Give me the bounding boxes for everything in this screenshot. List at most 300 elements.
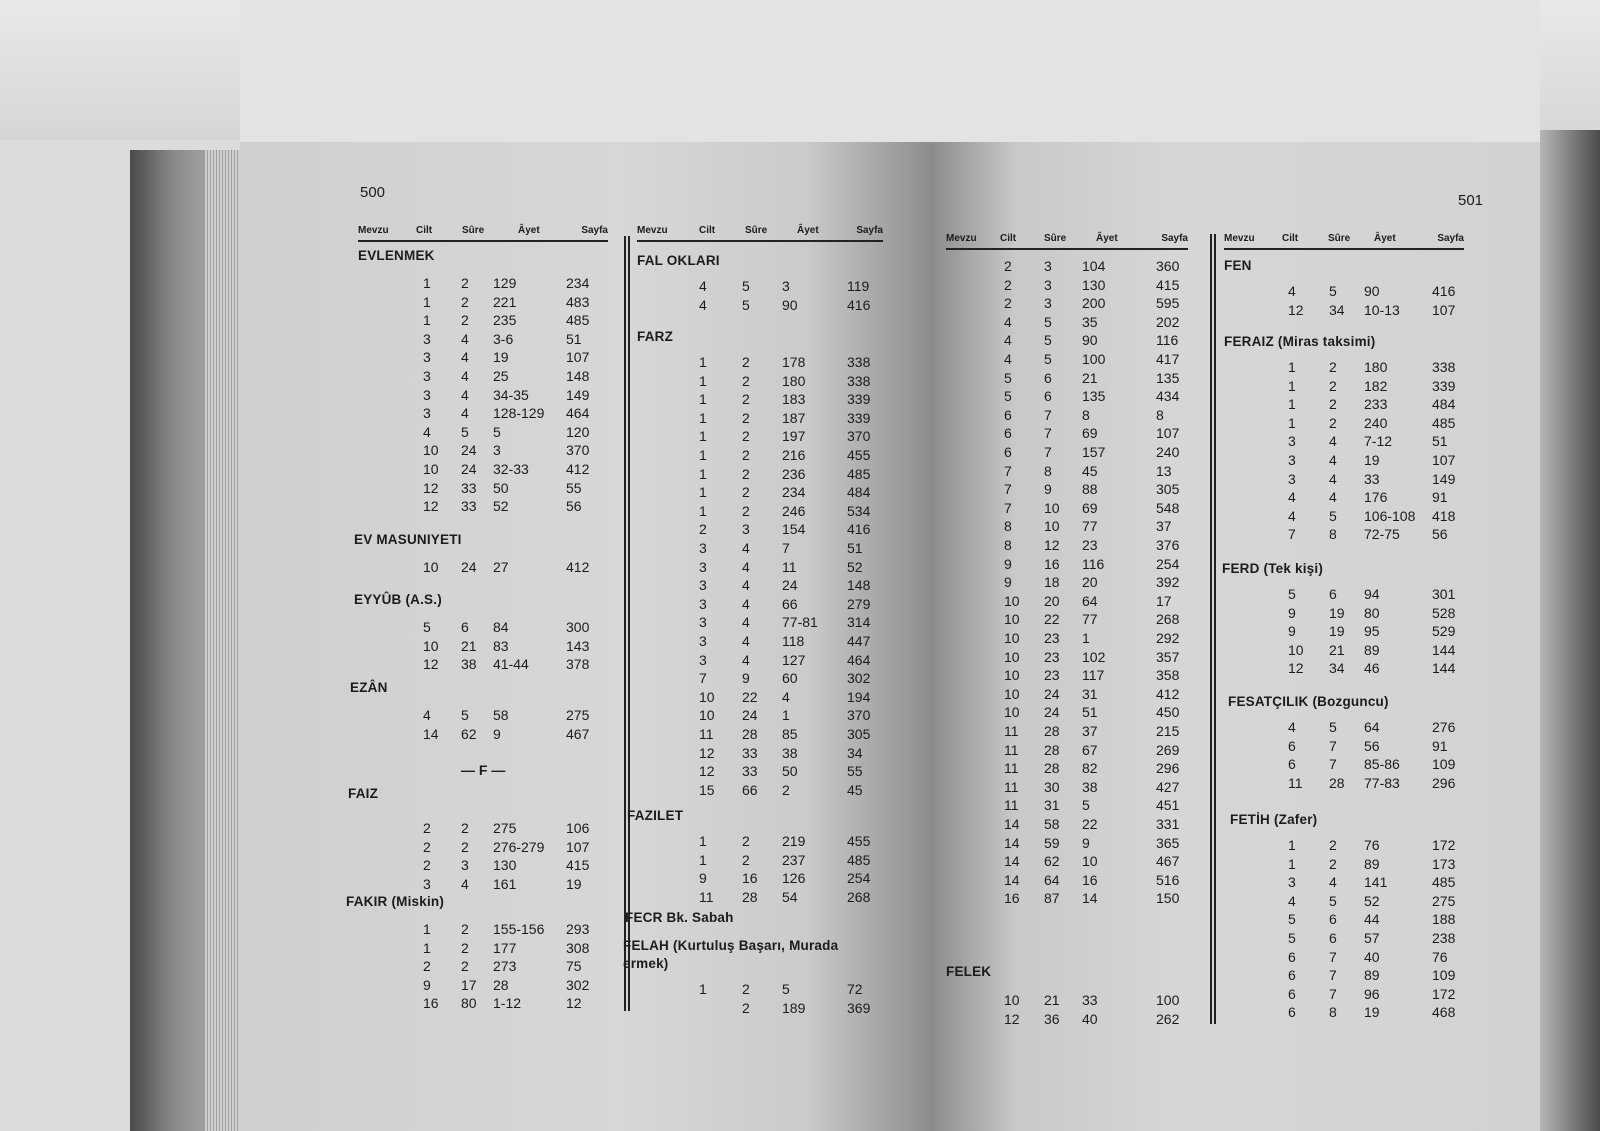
cilt-value: 10 [423, 637, 439, 654]
sure-value: 23 [1044, 648, 1060, 665]
ayet-value: 1 [782, 707, 790, 724]
table-row [358, 405, 608, 423]
ayet-value: 236 [782, 465, 806, 482]
table-row [946, 742, 1188, 760]
ayet-value: 51 [1082, 704, 1098, 721]
ayet-value: 10 [1082, 853, 1098, 870]
ayet-value: 219 [782, 833, 806, 849]
table-row [637, 652, 883, 670]
cilt-value: 1 [699, 981, 707, 997]
ayet-value: 38 [1082, 778, 1098, 795]
header-sayfa: Sayfa [1161, 233, 1188, 244]
sure-value: 20 [1044, 592, 1060, 609]
table-row [358, 656, 608, 674]
ayet-value: 94 [1364, 586, 1380, 602]
ayet-value: 118 [782, 633, 805, 649]
cilt-value: 10 [1004, 992, 1020, 1008]
ayet-value: 90 [1364, 283, 1380, 299]
table-row [1224, 415, 1464, 433]
sayfa-value: 269 [1156, 741, 1180, 758]
table-row [358, 707, 608, 725]
sayfa-value: 415 [566, 857, 590, 874]
ayet-value: 76 [1364, 837, 1380, 853]
sure-value: 5 [461, 707, 469, 723]
cilt-value: 1 [699, 372, 707, 389]
table-row [946, 630, 1188, 648]
ayet-value: 178 [782, 354, 806, 370]
sayfa-value: 238 [1432, 930, 1456, 946]
sayfa-value: 91 [1432, 489, 1448, 506]
sure-value: 4 [461, 330, 469, 347]
table-row [637, 633, 883, 651]
table-row [946, 853, 1188, 871]
table-row [946, 797, 1188, 815]
table-row [637, 297, 883, 315]
table-row [637, 559, 883, 577]
cilt-value: 4 [1288, 507, 1296, 524]
table-row [946, 258, 1188, 276]
table-row [946, 704, 1188, 722]
sayfa-value: 485 [1432, 874, 1456, 891]
table-row [358, 940, 608, 958]
ayet-value: 5 [782, 981, 790, 997]
sure-value: 4 [461, 875, 469, 892]
sure-value: 2 [742, 428, 750, 445]
ayet-value: 82 [1082, 760, 1098, 777]
sure-value: 7 [1329, 985, 1337, 1002]
sure-value: 2 [1329, 396, 1337, 413]
cilt-value: 14 [1004, 853, 1020, 870]
sure-value: 6 [1329, 586, 1337, 602]
ayet-value: 44 [1364, 911, 1380, 928]
table-row [1224, 719, 1464, 737]
header-mevzu: Mevzu [946, 233, 977, 244]
cilt-value: 10 [699, 688, 715, 705]
sure-value: 7 [1329, 967, 1337, 984]
sure-value: 4 [742, 633, 750, 649]
sayfa-value: 172 [1432, 837, 1456, 853]
table-row [1224, 471, 1464, 489]
table-row [637, 614, 883, 632]
ayet-value: 57 [1364, 930, 1380, 946]
ayet-value: 106-108 [1364, 507, 1416, 524]
sayfa-value: 467 [1156, 853, 1180, 870]
cilt-value: 6 [1004, 425, 1012, 442]
ayet-value: 77-81 [782, 614, 818, 631]
sure-value: 24 [461, 461, 477, 477]
sure-value: 16 [1044, 555, 1060, 572]
table-row [637, 373, 883, 391]
sayfa-value: 19 [566, 875, 582, 892]
entry-title: FARZ [637, 329, 674, 344]
table-row [1224, 874, 1464, 892]
table-row [1224, 911, 1464, 929]
cilt-value: 7 [1004, 462, 1012, 479]
table-row [946, 500, 1188, 518]
cilt-value: 6 [1288, 948, 1296, 965]
entry-title: FESATÇILIK (Bozguncu) [1228, 694, 1389, 709]
cilt-value: 6 [1288, 1004, 1296, 1021]
sayfa-value: 76 [1432, 948, 1448, 965]
sayfa-value: 484 [1432, 396, 1456, 413]
ayet-value: 234 [782, 484, 806, 501]
ayet-value: 187 [782, 409, 806, 426]
sure-value: 64 [1044, 871, 1060, 888]
sayfa-value: 268 [847, 888, 871, 905]
cilt-value: 12 [1288, 301, 1304, 318]
ayet-value: 46 [1364, 660, 1380, 677]
sure-value: 2 [461, 939, 469, 956]
sayfa-value: 358 [1156, 667, 1180, 684]
sayfa-value: 450 [1156, 704, 1180, 721]
cilt-value: 9 [423, 976, 431, 993]
ayet-value: 1 [1082, 630, 1090, 646]
sayfa-value: 254 [1156, 555, 1180, 572]
sure-value: 33 [742, 763, 758, 780]
table-row [637, 447, 883, 465]
sure-value: 5 [742, 278, 750, 294]
cilt-value: 2 [423, 857, 431, 874]
ayet-value: 80 [1364, 604, 1380, 621]
cilt-value: 1 [699, 484, 707, 501]
cilt-value: 4 [1004, 332, 1012, 349]
header-mevzu: Mevzu [637, 225, 668, 236]
sayfa-value: 464 [847, 651, 871, 668]
sure-value: 9 [742, 670, 750, 687]
table-row [1224, 433, 1464, 451]
cilt-value: 4 [699, 296, 707, 313]
sure-value: 3 [1044, 295, 1052, 312]
sayfa-value: 434 [1156, 388, 1180, 405]
ayet-value: 21 [1082, 369, 1098, 386]
ayet-value: 240 [1364, 414, 1388, 431]
header-ayet: Âyet [518, 225, 540, 236]
table-row [946, 537, 1188, 555]
table-row [946, 481, 1188, 499]
sayfa-value: 339 [847, 409, 871, 426]
header-sure: Sûre [1328, 233, 1351, 244]
sure-value: 17 [461, 976, 477, 993]
table-row [1224, 396, 1464, 414]
table-row [637, 689, 883, 707]
sayfa-value: 467 [566, 725, 590, 742]
sure-value: 28 [742, 726, 758, 742]
cilt-value: 1 [699, 409, 707, 426]
sayfa-value: 338 [847, 354, 871, 370]
sayfa-value: 378 [566, 656, 590, 673]
sure-value: 87 [1044, 890, 1060, 907]
cilt-value: 6 [1288, 737, 1296, 754]
sure-value: 4 [742, 651, 750, 668]
entry-title: EV MASUNIYETI [354, 532, 462, 547]
sure-value: 24 [461, 559, 477, 575]
sayfa-value: 301 [1432, 586, 1456, 602]
table-row [358, 275, 608, 293]
sayfa-value: 107 [566, 838, 590, 855]
cilt-value: 12 [699, 763, 715, 780]
cilt-value: 11 [1004, 760, 1019, 777]
cilt-value: 1 [699, 428, 707, 445]
cilt-value: 2 [1004, 295, 1012, 312]
table-row [358, 368, 608, 386]
sure-value: 5 [1329, 719, 1337, 735]
header-sure: Sûre [462, 225, 485, 236]
header-mevzu: Mevzu [1224, 233, 1255, 244]
cilt-value: 5 [1288, 586, 1296, 602]
cilt-value: 1 [423, 275, 431, 291]
sayfa-value: 305 [847, 726, 871, 742]
sure-value: 28 [1044, 723, 1060, 739]
sure-value: 9 [1044, 481, 1052, 498]
cilt-value: 9 [1288, 604, 1296, 621]
ayet-value: 3 [493, 442, 501, 459]
sure-value: 58 [1044, 816, 1060, 832]
table-row [358, 726, 608, 744]
page-edges [205, 150, 245, 1131]
sayfa-value: 173 [1432, 855, 1456, 872]
cilt-value: 16 [1004, 890, 1020, 907]
sure-value: 28 [1044, 760, 1060, 777]
table-row [358, 442, 608, 460]
cilt-value: 9 [1288, 623, 1296, 640]
page-number-right: 501 [1458, 192, 1484, 209]
entry-title: FERAIZ (Miras taksimi) [1224, 334, 1376, 349]
table-row [637, 763, 883, 781]
ayet-value: 85 [782, 726, 798, 742]
ayet-value: 60 [782, 670, 798, 687]
sayfa-value: 106 [566, 820, 590, 836]
table-row [358, 958, 608, 976]
sayfa-value: 119 [847, 278, 870, 294]
table-row [637, 540, 883, 558]
table-row [1224, 586, 1464, 604]
entry-title-continued: ermek) [623, 956, 669, 971]
sayfa-value: 369 [847, 999, 871, 1016]
sayfa-value: 75 [566, 958, 582, 975]
sayfa-value: 109 [1432, 756, 1456, 773]
table-row [637, 1000, 883, 1018]
cilt-value: 3 [1288, 874, 1296, 891]
cilt-value: 6 [1004, 406, 1012, 423]
cilt-value: 1 [423, 312, 431, 329]
sayfa-value: 455 [847, 833, 871, 849]
table-row [358, 638, 608, 656]
ayet-value: 246 [782, 502, 806, 519]
sayfa-value: 52 [847, 558, 863, 575]
ayet-value: 31 [1082, 685, 1098, 702]
ayet-value: 52 [1364, 892, 1380, 909]
cilt-value: 12 [423, 656, 439, 673]
table-row [946, 1011, 1188, 1029]
ayet-value: 58 [493, 707, 509, 723]
sure-value: 30 [1044, 778, 1060, 795]
sure-value: 23 [1044, 630, 1060, 646]
sure-value: 2 [742, 409, 750, 426]
ayet-value: 34-35 [493, 386, 529, 403]
sure-value: 22 [742, 688, 758, 705]
sayfa-value: 370 [847, 707, 871, 724]
table-row [358, 619, 608, 637]
sayfa-value: 331 [1156, 816, 1180, 832]
sure-value: 10 [1044, 499, 1060, 516]
sure-value: 5 [1044, 313, 1052, 330]
cilt-value: 3 [699, 633, 707, 649]
ayet-value: 4 [782, 688, 790, 705]
header-cilt: Cilt [1282, 233, 1299, 244]
cilt-value: 10 [1004, 648, 1020, 665]
sayfa-value: 91 [1432, 737, 1448, 754]
sayfa-value: 338 [847, 372, 871, 389]
cilt-value: 5 [1004, 369, 1012, 386]
ayet-value: 41-44 [493, 656, 529, 673]
ayet-value: 67 [1082, 741, 1098, 758]
cilt-value: 1 [1288, 855, 1296, 872]
sayfa-value: 516 [1156, 871, 1180, 888]
sayfa-value: 392 [1156, 574, 1180, 591]
ayet-value: 154 [782, 521, 806, 538]
sayfa-value: 548 [1156, 499, 1180, 516]
table-row [946, 556, 1188, 574]
sure-value: 4 [461, 405, 469, 422]
ayet-value: 128-129 [493, 405, 545, 422]
header-cilt: Cilt [1000, 233, 1017, 244]
table-row [946, 574, 1188, 592]
ayet-value: 64 [1082, 592, 1098, 609]
table-row [1224, 283, 1464, 301]
cilt-value: 1 [1288, 359, 1296, 375]
sure-value: 4 [742, 540, 750, 556]
sure-value: 22 [1044, 611, 1060, 628]
ayet-value: 77-83 [1364, 774, 1400, 791]
ayet-value: 54 [782, 888, 798, 905]
cilt-value: 12 [1004, 1010, 1020, 1027]
cilt-value: 8 [1004, 518, 1012, 535]
sayfa-value: 148 [847, 577, 871, 594]
sure-value: 23 [1044, 667, 1060, 684]
sayfa-value: 144 [1432, 660, 1456, 677]
cilt-value: 6 [1288, 985, 1296, 1002]
sayfa-value: 143 [566, 637, 590, 654]
ayet-value: 3 [782, 278, 790, 294]
sayfa-value: 412 [1156, 685, 1180, 702]
sure-value: 5 [742, 296, 750, 313]
ayet-value: 33 [1364, 470, 1380, 487]
header-mevzu: Mevzu [358, 225, 389, 236]
ayet-value: 273 [493, 958, 517, 975]
sayfa-value: 485 [847, 465, 871, 482]
ayet-value: 38 [782, 744, 798, 761]
ayet-value: 50 [493, 479, 509, 496]
entry-title: FELAH (Kurtuluş Başarı, Murada [623, 938, 839, 953]
column-divider [624, 236, 626, 1011]
sayfa-value: 529 [1432, 623, 1456, 640]
sure-value: 62 [1044, 853, 1060, 870]
cilt-value: 3 [699, 651, 707, 668]
ayet-value: 77 [1082, 611, 1098, 628]
sure-value: 2 [742, 981, 750, 997]
sure-value: 4 [1329, 874, 1337, 891]
ayet-value: 141 [1364, 874, 1388, 891]
sure-value: 21 [461, 637, 477, 654]
table-row [637, 503, 883, 521]
ayet-value: 89 [1364, 641, 1380, 658]
table-row [1224, 508, 1464, 526]
sayfa-value: 464 [566, 405, 590, 422]
table-row [637, 852, 883, 870]
table-row [946, 351, 1188, 369]
sure-value: 36 [1044, 1010, 1060, 1027]
table-row [946, 760, 1188, 778]
cilt-value: 4 [423, 423, 431, 440]
ayet-value: 182 [1364, 377, 1388, 394]
cilt-value: 1 [1288, 377, 1296, 394]
cilt-value: 16 [423, 995, 439, 1012]
sayfa-value: 120 [566, 423, 590, 440]
sure-value: 4 [742, 595, 750, 612]
sure-value: 2 [1329, 855, 1337, 872]
sure-value: 5 [1329, 892, 1337, 909]
ayet-value: 221 [493, 293, 517, 310]
cilt-value: 10 [1004, 611, 1020, 628]
cilt-value: 5 [1288, 911, 1296, 928]
table-row [946, 872, 1188, 890]
sayfa-value: 55 [566, 479, 582, 496]
table-row [946, 611, 1188, 629]
sure-value: 6 [1329, 911, 1337, 928]
sure-value: 3 [1044, 276, 1052, 293]
ayet-value: 126 [782, 870, 806, 887]
sayfa-value: 416 [847, 296, 871, 313]
cilt-value: 1 [699, 447, 707, 463]
cilt-value: 11 [699, 888, 714, 905]
sure-value: 24 [1044, 685, 1060, 702]
sayfa-value: 534 [847, 502, 871, 519]
sure-value: 6 [1044, 388, 1052, 405]
sayfa-value: 483 [566, 293, 590, 310]
sayfa-value: 360 [1156, 258, 1180, 274]
sayfa-value: 240 [1156, 444, 1180, 460]
table-row [1224, 930, 1464, 948]
table-row [358, 461, 608, 479]
sure-value: 2 [1329, 359, 1337, 375]
sayfa-value: 116 [1156, 332, 1179, 349]
ayet-value: 50 [782, 763, 798, 780]
table-row [1224, 489, 1464, 507]
sayfa-value: 338 [1432, 359, 1456, 375]
cilt-value: 12 [699, 744, 715, 761]
ayet-value: 56 [1364, 737, 1380, 754]
sayfa-value: 148 [566, 368, 590, 384]
sayfa-value: 45 [847, 781, 863, 798]
table-row [946, 667, 1188, 685]
ayet-value: 64 [1364, 719, 1380, 735]
sure-value: 2 [461, 275, 469, 291]
sure-value: 18 [1044, 574, 1060, 591]
ayet-value: 127 [782, 651, 806, 668]
ayet-value: 183 [782, 391, 806, 408]
sure-value: 4 [742, 577, 750, 594]
cilt-value: 1 [699, 851, 707, 868]
ayet-value: 22 [1082, 816, 1098, 832]
table-row [1224, 623, 1464, 641]
sure-value: 7 [1329, 756, 1337, 773]
sayfa-value: 300 [566, 619, 590, 635]
entry-title: FETİH (Zafer) [1230, 812, 1318, 827]
ayet-value: 276-279 [493, 838, 545, 855]
cilt-value: 3 [423, 349, 431, 366]
table-row [637, 981, 883, 999]
table-row [358, 294, 608, 312]
